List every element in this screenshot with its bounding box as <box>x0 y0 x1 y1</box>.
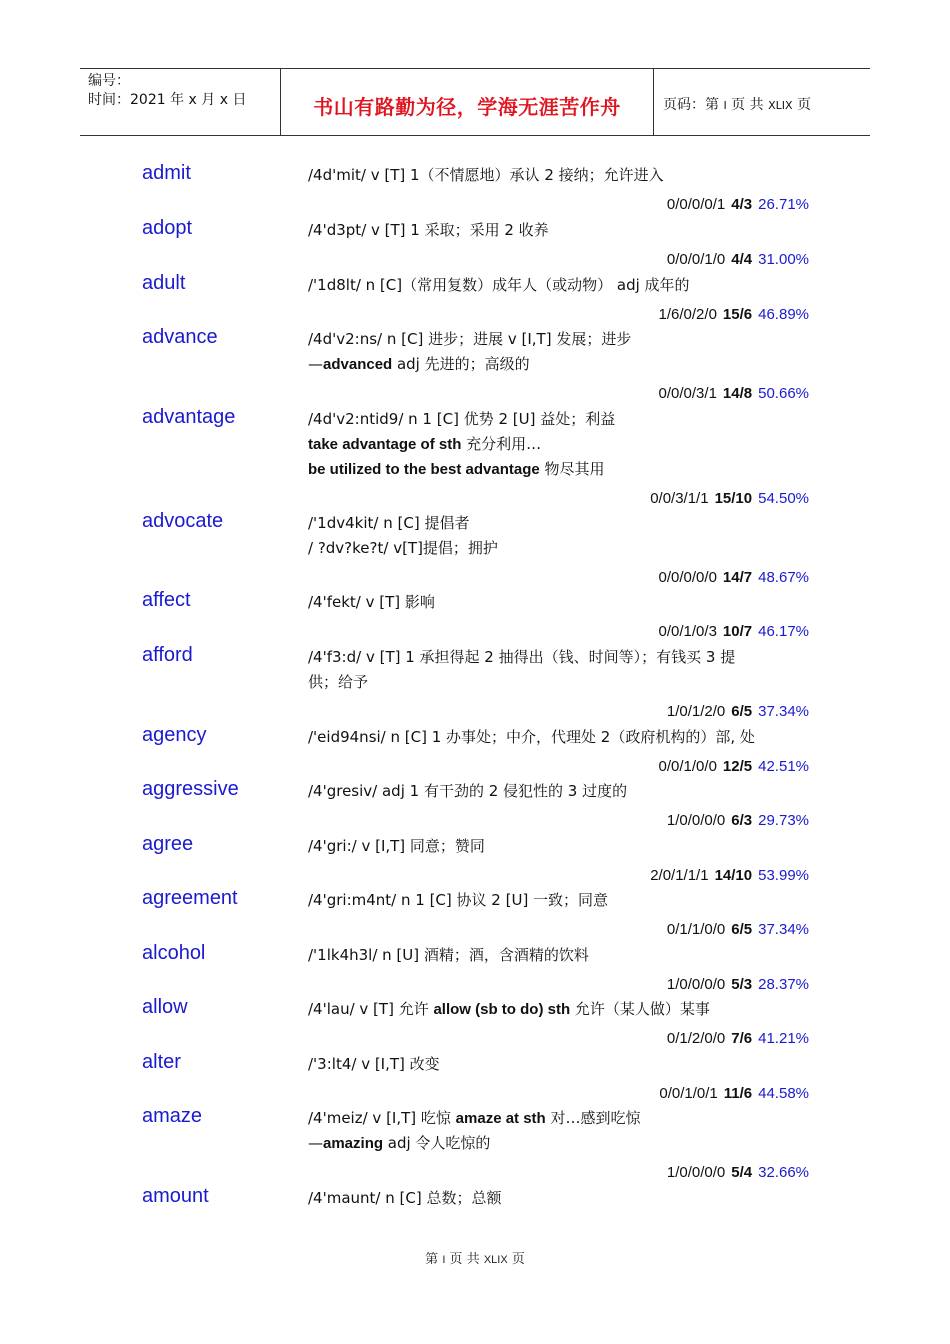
definition-line: /4'maunt/ n [C] 总数；总额 <box>308 1189 502 1207</box>
vocab-definition <box>308 888 813 913</box>
vocab-word: amount <box>142 1185 209 1207</box>
date-label: 时间：2021 年 x 月 x 日 <box>88 92 247 108</box>
vocab-stats <box>650 865 809 886</box>
vocab-stats <box>667 701 809 722</box>
frequency-ratio: 6/3 <box>731 812 753 829</box>
vocab-word: afford <box>142 644 193 666</box>
vocab-definition <box>308 997 813 1022</box>
frequency-ratio: 14/7 <box>722 569 753 586</box>
frequency-percent: 54.50% <box>758 490 809 507</box>
definition-line: /4'f3:d/ v [T] 1 承担得起 2 抽得出（钱、时间等）；有钱买 3 提 <box>308 648 736 666</box>
frequency-percent: 26.71% <box>758 196 809 213</box>
frequency-ratio: 4/3 <box>731 196 753 213</box>
vocab-stats <box>667 1162 809 1183</box>
vocab-stats <box>650 488 809 509</box>
vocab-definition <box>308 273 813 298</box>
exam-codes: 0/0/0/1/0 <box>666 251 726 268</box>
vocab-word: agree <box>142 833 194 855</box>
vocab-word: adult <box>142 272 186 294</box>
vocab-definition <box>308 1052 813 1077</box>
frequency-ratio: 7/6 <box>731 1030 753 1047</box>
exam-codes: 1/0/1/2/0 <box>666 703 726 720</box>
page-total: XLIX <box>768 99 793 112</box>
frequency-percent: 32.66% <box>758 1164 809 1181</box>
definition-line: 供；给予 <box>308 673 369 691</box>
exam-codes: 1/0/0/0/0 <box>666 812 726 829</box>
vocab-word: agreement <box>142 887 238 909</box>
header-motto-cell <box>281 69 654 135</box>
definition-line: /'1d8lt/ n [C]（常用复数）成年人（或动物） adj 成年的 <box>308 276 690 294</box>
frequency-percent: 31.00% <box>758 251 809 268</box>
frequency-ratio: 6/5 <box>731 703 753 720</box>
definition-line: /4'lau/ v [T] 允许 allow (sb to do) sth 允许（某人做）某事 <box>308 1000 710 1018</box>
definition-line: /4'd3pt/ v [T] 1 采取；采用 2 收养 <box>308 221 549 239</box>
definition-line: /4'gri:m4nt/ n 1 [C] 协议 2 [U] 一致；同意 <box>308 891 609 909</box>
frequency-ratio: 5/3 <box>731 976 753 993</box>
definition-line: /4'meiz/ v [I,T] 吃惊 amaze at sth 对…感到吃惊 <box>308 1109 641 1127</box>
vocab-definition <box>308 645 813 695</box>
frequency-percent: 50.66% <box>758 385 809 402</box>
definition-line: /4d'mit/ v [T] 1（不情愿地）承认 2 接纳；允许进入 <box>308 166 664 184</box>
exam-codes: 2/0/1/1/1 <box>650 867 709 884</box>
frequency-percent: 41.21% <box>758 1030 809 1047</box>
footer-suffix: 页 <box>511 1252 525 1267</box>
exam-codes: 0/0/1/0/0 <box>658 758 717 775</box>
header-meta-cell <box>80 69 281 135</box>
exam-codes: 1/0/0/0/0 <box>666 976 726 993</box>
frequency-ratio: 5/4 <box>731 1164 753 1181</box>
definition-line: /4'gri:/ v [I,T] 同意；赞同 <box>308 837 485 855</box>
motto: 书山有路勤为径，学海无涯苦作舟 <box>313 95 621 119</box>
vocab-word: alcohol <box>142 942 206 964</box>
frequency-ratio: 15/6 <box>722 306 753 323</box>
frequency-percent: 42.51% <box>758 758 809 775</box>
vocab-definition <box>308 779 813 804</box>
definition-line: /'1lk4h3l/ n [U] 酒精；酒，含酒精的饮料 <box>308 946 589 964</box>
exam-codes: 0/1/2/0/0 <box>666 1030 726 1047</box>
frequency-percent: 48.67% <box>758 569 809 586</box>
exam-codes: 1/0/0/0/0 <box>666 1164 726 1181</box>
vocab-word: alter <box>142 1051 181 1073</box>
exam-codes: 0/1/1/0/0 <box>666 921 726 938</box>
definition-line: /4'fekt/ v [T] 影响 <box>308 593 435 611</box>
vocab-stats <box>667 974 809 995</box>
vocab-word: admit <box>142 162 191 184</box>
vocab-definition <box>308 834 813 859</box>
vocab-stats <box>659 1083 809 1104</box>
vocab-stats <box>659 567 809 588</box>
footer-page-number: I <box>442 1254 446 1266</box>
definition-line: —advanced adj 先进的；高级的 <box>308 355 530 373</box>
frequency-percent: 37.34% <box>758 703 809 720</box>
definition-line: /4'gresiv/ adj 1 有干劲的 2 侵犯性的 3 过度的 <box>308 782 628 800</box>
vocab-stats <box>667 194 809 215</box>
page-suffix: 页 <box>796 97 811 113</box>
vocab-word: aggressive <box>142 778 239 800</box>
frequency-percent: 46.17% <box>758 623 809 640</box>
frequency-ratio: 12/5 <box>722 758 753 775</box>
frequency-percent: 37.34% <box>758 921 809 938</box>
exam-codes: 0/0/3/1/1 <box>650 490 709 507</box>
frequency-ratio: 6/5 <box>731 921 753 938</box>
header-page-cell <box>654 69 870 135</box>
definition-line: /4d'v2:ntid9/ n 1 [C] 优势 2 [U] 益处；利益 <box>308 410 616 428</box>
frequency-ratio: 14/10 <box>714 867 753 884</box>
vocab-stats <box>659 304 809 325</box>
vocab-stats <box>659 383 809 404</box>
frequency-percent: 53.99% <box>758 867 809 884</box>
page-indicator <box>663 94 811 114</box>
footer-mid: 页 共 <box>449 1252 480 1267</box>
frequency-ratio: 14/8 <box>722 385 753 402</box>
vocab-stats <box>667 1028 809 1049</box>
vocab-stats <box>667 919 809 940</box>
exam-codes: 0/0/0/0/0 <box>658 569 717 586</box>
vocab-definition <box>308 943 813 968</box>
definition-line: —amazing adj 令人吃惊的 <box>308 1134 491 1152</box>
definition-line: /'eid94nsi/ n [C] 1 办事处；中介，代理处 2（政府机构的）部, 处 <box>308 728 755 746</box>
frequency-ratio: 15/10 <box>714 490 753 507</box>
vocab-definition <box>308 163 813 188</box>
definition-line: /4d'v2:ns/ n [C] 进步；进展 v [I,T] 发展；进步 <box>308 330 632 348</box>
frequency-ratio: 10/7 <box>722 623 753 640</box>
vocab-definition <box>308 1106 813 1156</box>
definition-line: / ?dv?ke?t/ v[T]提倡；拥护 <box>308 539 498 557</box>
vocab-stats <box>667 810 809 831</box>
vocab-stats <box>659 621 809 642</box>
frequency-percent: 44.58% <box>758 1085 809 1102</box>
page-header <box>80 68 870 136</box>
frequency-percent: 46.89% <box>758 306 809 323</box>
exam-codes: 0/0/0/0/1 <box>666 196 726 213</box>
vocab-word: advocate <box>142 510 224 532</box>
footer-prefix: 第 <box>425 1252 439 1267</box>
definition-line: /'3:lt4/ v [I,T] 改变 <box>308 1055 440 1073</box>
vocab-word: advance <box>142 326 218 348</box>
definition-line: /'1dv4kit/ n [C] 提倡者 <box>308 514 470 532</box>
vocab-definition <box>308 725 813 750</box>
exam-codes: 1/6/0/2/0 <box>658 306 717 323</box>
exam-codes: 0/0/1/0/1 <box>659 1085 718 1102</box>
vocab-word: affect <box>142 589 191 611</box>
vocab-definition <box>308 218 813 243</box>
vocab-word: agency <box>142 724 207 746</box>
page-footer <box>0 1248 950 1267</box>
vocab-definition <box>308 407 813 482</box>
page-prefix: 页码：第 <box>663 97 719 113</box>
exam-codes: 0/0/1/0/3 <box>658 623 717 640</box>
vocab-word: advantage <box>142 406 236 428</box>
definition-line: be utilized to the best advantage 物尽其用 <box>308 460 605 478</box>
vocab-definition <box>308 590 813 615</box>
vocab-stats <box>667 249 809 270</box>
frequency-percent: 28.37% <box>758 976 809 993</box>
frequency-ratio: 4/4 <box>731 251 753 268</box>
vocab-word: adopt <box>142 217 193 239</box>
number-label: 编号： <box>88 73 130 89</box>
footer-page-total: XLIX <box>483 1254 508 1266</box>
vocab-definition <box>308 327 813 377</box>
exam-codes: 0/0/0/3/1 <box>658 385 717 402</box>
vocab-word: allow <box>142 996 188 1018</box>
frequency-percent: 29.73% <box>758 812 809 829</box>
vocab-word: amaze <box>142 1105 203 1127</box>
frequency-ratio: 11/6 <box>723 1085 753 1102</box>
vocab-definition <box>308 1186 813 1211</box>
definition-line: take advantage of sth 充分利用… <box>308 435 542 453</box>
page-number: I <box>723 99 727 112</box>
page-mid: 页 共 <box>731 97 764 113</box>
vocab-stats <box>659 756 809 777</box>
vocab-definition <box>308 511 813 561</box>
